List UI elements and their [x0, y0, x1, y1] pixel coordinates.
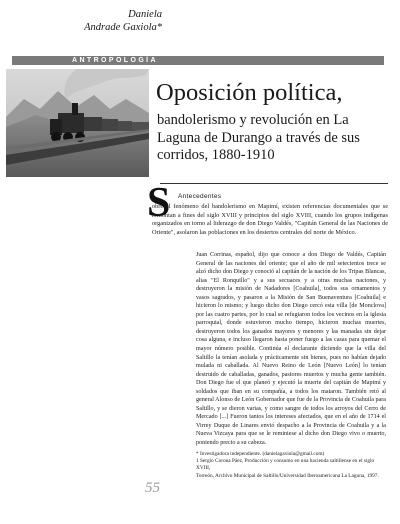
- author-last-name: Andrade Gaxiola*: [84, 22, 162, 33]
- section-label: ANTROPOLOGÍA: [72, 57, 158, 64]
- footnote: Torreón, Archivo Municipal de Saltillo/Universidad Iberoamericana La Laguna, 1997.: [196, 472, 379, 479]
- block-quote: Juan Corrinas, español, dijo que conoce a don Diego de Valdés, Capitán General de las naciones del oriente; que el año de mil setecientos trece se alzó dicho don Diego y conoció al capitán de la nación de los Tripas Blancas, alias "El Ronquillo" y a sus secuaces y a otras muchas naciones, y destruyeron la misión de Nadadores [Coahuila], todos sus ornamentos y vasos sagrados, y pasaron a la Misión de San Buenaventura [Coahuila] e hicieron lo mismo; y luego dicho don Diego cercó esta villa [de Monclova] por las cuatro partes, por lo cual se refugiaron todos los vecinos en la iglesia parroquial, donde estuvieron mucho tiempo, hicieron muchas muertes, destruyeron todos los ganados mayores y menores y las manadas sin dejar cosa alguna, e incluso llegaron hasta poner fuego a las casas para quemar el mayor número posible. Continúa el declarante diciendo que la villa del Saltillo la tenían asolada y prácticamente sin bienes, pues no habían dejado mulada ni caballada. Al Nuevo Reino de León [Nuevo León] lo tenían destruido de caballadas, ganados, pastores muertos y mucha gente también. Don Diego fue el que planeó y ejecutó la muerte del capitán de Mapimí y soldados que iban en su compañía, a todos los mataron. También retó al general Alonso de León Gobernador que fue de la Provincia de Coahuila para Saltillo, y se dieron varias, y como sangre de todos los arroyos del Cerro de Mercado [...] Fueron tantos los intereses afectados, que en el año de 1714 el Virrey Duque de Linares envió despacho a la Provincia de Coahuila y a la Nueva Vizcaya para que se le reminiese al dicho don Diego vivo o muerto, poniendo precio a su cabeza.: [196, 252, 386, 447]
- author-first-name: Daniela: [128, 9, 162, 20]
- footnote: 1 Sergio Corona Páez, Producción y consumo en una hacienda saltillense en el siglo XVIII,: [196, 458, 375, 472]
- section-bar: [12, 56, 384, 65]
- article-title: Oposición política,: [156, 79, 343, 106]
- footnote: * Investigadora independiente. (danielagaxiola@gmail.com): [196, 451, 325, 457]
- intro-paragraph: obre el fenómeno del bandolerismo en Mapimí, existen referencias documentales que se remontan a fines del siglo XVIII y principios del siglo XVIII, cuando los grupos indígenas organizados en torno al liderazgo de don Diego Valdés, "Capitán General de las Naciones de Oriente", asolaron las poblaciones en los desiertos centrales del norte de México.: [152, 203, 388, 236]
- section-subhead: Antecedentes: [178, 193, 222, 200]
- drop-cap: S: [147, 180, 171, 226]
- footnotes: [196, 451, 386, 480]
- page-number: 55: [145, 480, 160, 496]
- train-photo: [6, 69, 149, 177]
- title-rule: [160, 183, 388, 184]
- author-name: [0, 8, 162, 34]
- article-subtitle: bandolerismo y revolución en La Laguna de Durango a través de sus corridos, 1880-1910: [157, 112, 360, 163]
